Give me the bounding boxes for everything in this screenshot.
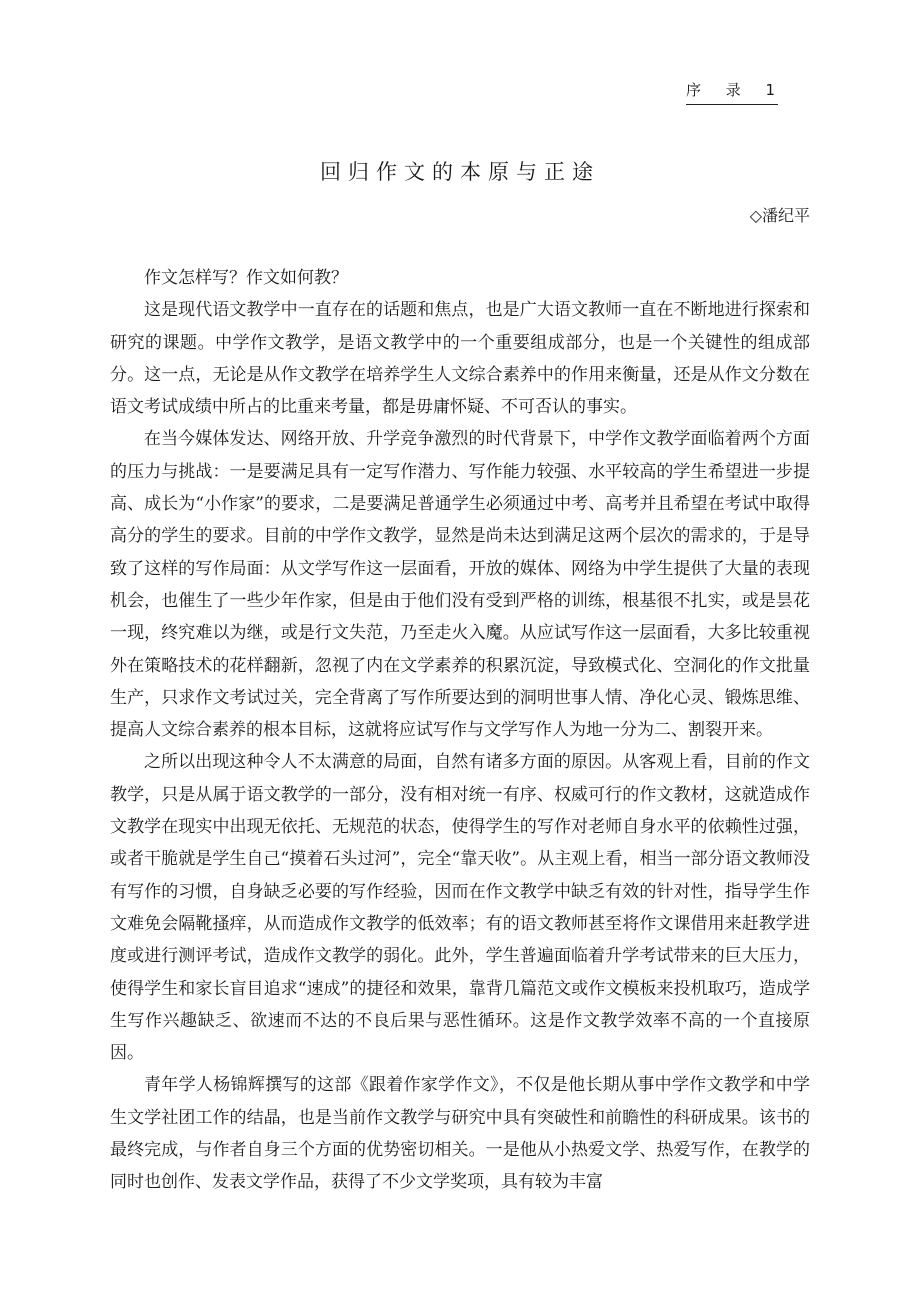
article-title: 回归作文的本原与正途 [320, 160, 600, 184]
paragraph-4: 之所以出现这种令人不太满意的局面，自然有诸多方面的原因。从客观上看，目前的作文教学，只是从属于语文教学的一部分，没有相对统一有序、权威可行的作文教材，这就造成作文教学在现实中出现无依托、无规范的状态，使得学生的写作对老师自身水平的依赖性过强，或者干脆就是学生自己“摸着石头过河”，完全“靠天收”。从主观上看，相当一部分语文教师没有写作的习惯，自身缺乏必要的写作经验，因而在作文教学中缺乏有效的针对性，指导学生作文难免会隔靴搔痒，从而造成作文教学的低效率；有的语文教师甚至将作文课借用来赶教学进度或进行测评考试，造成作文教学的弱化。此外，学生普遍面临着升学考试带来的巨大压力，使得学生和家长盲目追求“速成”的捷径和效果，靠背几篇范文或作文模板来投机取巧，造成学生写作兴趣缺乏、欲速而不达的不良后果与恶性循环。这是作文教学效率不高的一个直接原因。 [110, 752, 810, 1064]
paragraph-5: 青年学人杨锦辉撰写的这部《跟着作家学作文》，不仅是他长期从事中学作文教学和中学生文学社团工作的结晶，也是当前作文教学与研究中具有突破性和前瞻性的科研成果。该书的最终完成，与作者自身三个方面的优势密切相关。一是他从小热爱文学、热爱写作，在教学的同时也创作、发表文学作品，获得了不少文学奖项，具有较为丰富 [110, 1075, 810, 1193]
running-header: 序 录 1 [686, 78, 778, 105]
article-body [110, 262, 810, 1199]
paragraph-2: 这是现代语文教学中一直存在的话题和焦点，也是广大语文教师一直在不断地进行探索和研究的课题。中学作文教学，是语文教学中的一个重要组成部分，也是一个关键性的组成部分。这一点，无论是从作文教学在培养学生人文综合素养中的作用来衡量，还是从作文分数在语文考试成绩中所占的比重来考量，都是毋庸怀疑、不可否认的事实。 [110, 300, 810, 418]
article-author: ◇潘纪平 [749, 206, 810, 225]
paragraph-1: 作文怎样写？作文如何教？ [144, 268, 348, 288]
paragraph-3: 在当今媒体发达、网络开放、升学竞争激烈的时代背景下，中学作文教学面临着两个方面的压力与挑战：一是要满足具有一定写作潜力、写作能力较强、水平较高的学生希望进一步提高、成长为“小作家”的要求，二是要满足普通学生必须通过中考、高考并且希望在考试中取得高分的学生的要求。目前的中学作文教学，显然是尚未达到满足这两个层次的需求的，于是导致了这样的写作局面：从文学写作这一层面看，开放的媒体、网络为中学生提供了大量的表现机会，也催生了一些少年作家，但是由于他们没有受到严格的训练，根基很不扎实，或是昙花一现，终究难以为继，或是行文失范，乃至走火入魔。从应试写作这一层面看，大多比较重视外在策略技术的花样翻新，忽视了内在文学素养的积累沉淀，导致模式化、空洞化的作文批量生产，只求作文考试过关，完全背离了写作所要达到的洞明世事人情、净化心灵、锻炼思维、提高人文综合素养的根本目标，这就将应试写作与文学写作人为地一分为二、割裂开来。 [110, 429, 810, 741]
